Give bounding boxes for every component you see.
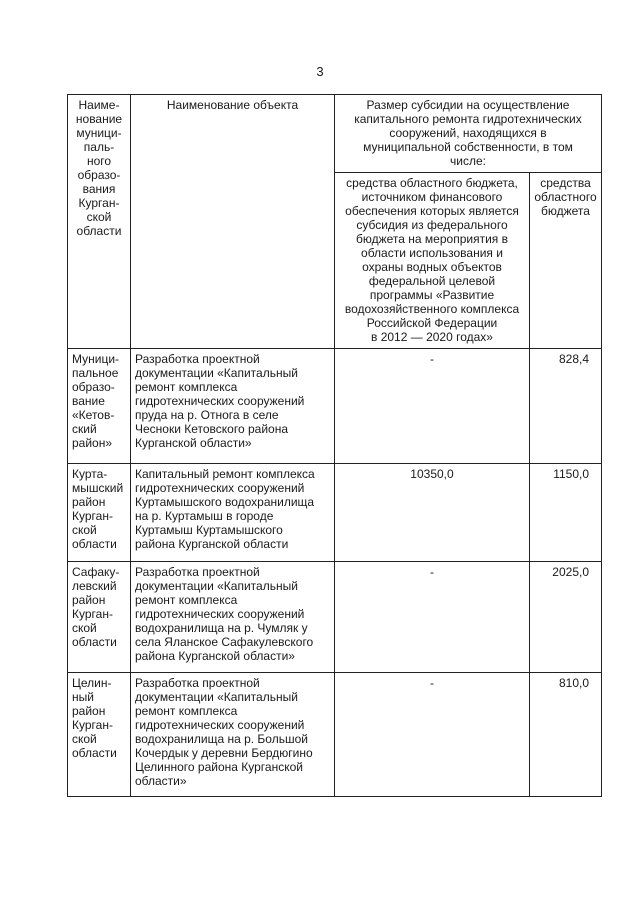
row-object: Разработка проектной документации «Капитальный ремонт комплекса гидротехнических сооружений пруда на р. Отнога в селе Чесноки Кетовского района Курганской области» bbox=[131, 349, 335, 464]
row-object: Разработка проектной документации «Капитальный ремонт комплекса гидротехнических сооружений водохранилища на р. Чумляк у села Яланское Сафакулевского района Курганской области» bbox=[131, 562, 335, 673]
row-municipality: Курта- мышский район Курган- ской области bbox=[68, 464, 131, 562]
header-regional: средства областного бюджета bbox=[530, 173, 602, 349]
table-row bbox=[68, 562, 602, 673]
header-row bbox=[68, 95, 602, 173]
row-regional-amount: 810,0 bbox=[530, 673, 602, 797]
header-subsidy: Размер субсидии на осуществление капитального ремонта гидротехнических сооружений, находящихся в муниципальной собственности, в том числе: bbox=[335, 95, 602, 173]
table-row bbox=[68, 464, 602, 562]
row-object: Разработка проектной документации «Капитальный ремонт комплекса гидротехнических сооружений водохранилища на р. Большой Кочердык у деревни Бердюгино Целинного района Курганской области» bbox=[131, 673, 335, 797]
row-federal-amount: 10350,0 bbox=[335, 464, 530, 562]
row-federal-amount: - bbox=[335, 349, 530, 464]
header-object: Наименование объекта bbox=[131, 95, 335, 349]
row-regional-amount: 2025,0 bbox=[530, 562, 602, 673]
table-row bbox=[68, 349, 602, 464]
page-number: 3 bbox=[316, 64, 324, 79]
header-federal-source: средства областного бюджета, источником финансового обеспечения которых является субсидия из федерального бюджета на мероприятия в области использования и охраны водных объектов федеральной целевой программы «Развитие водохозяйственного комплекса Российской Федерации в 2012 — 2020 годах» bbox=[335, 173, 530, 349]
table-row bbox=[68, 673, 602, 797]
row-object: Капитальный ремонт комплекса гидротехнических сооружений Куртамышского водохранилища на р. Куртамыш в городе Куртамыш Куртамышского района Курганской области bbox=[131, 464, 335, 562]
row-federal-amount: - bbox=[335, 673, 530, 797]
row-regional-amount: 828,4 bbox=[530, 349, 602, 464]
row-federal-amount: - bbox=[335, 562, 530, 673]
header-municipality: Наиме- нование муници- паль- ного образо- вания Курган- ской области bbox=[68, 95, 131, 349]
row-regional-amount: 1150,0 bbox=[530, 464, 602, 562]
row-municipality: Муници- пальное образо- вание «Кетов- ский район» bbox=[68, 349, 131, 464]
row-municipality: Сафаку- левский район Курган- ской области bbox=[68, 562, 131, 673]
subsidy-table bbox=[67, 94, 602, 797]
row-municipality: Целин- ный район Курган- ской области bbox=[68, 673, 131, 797]
